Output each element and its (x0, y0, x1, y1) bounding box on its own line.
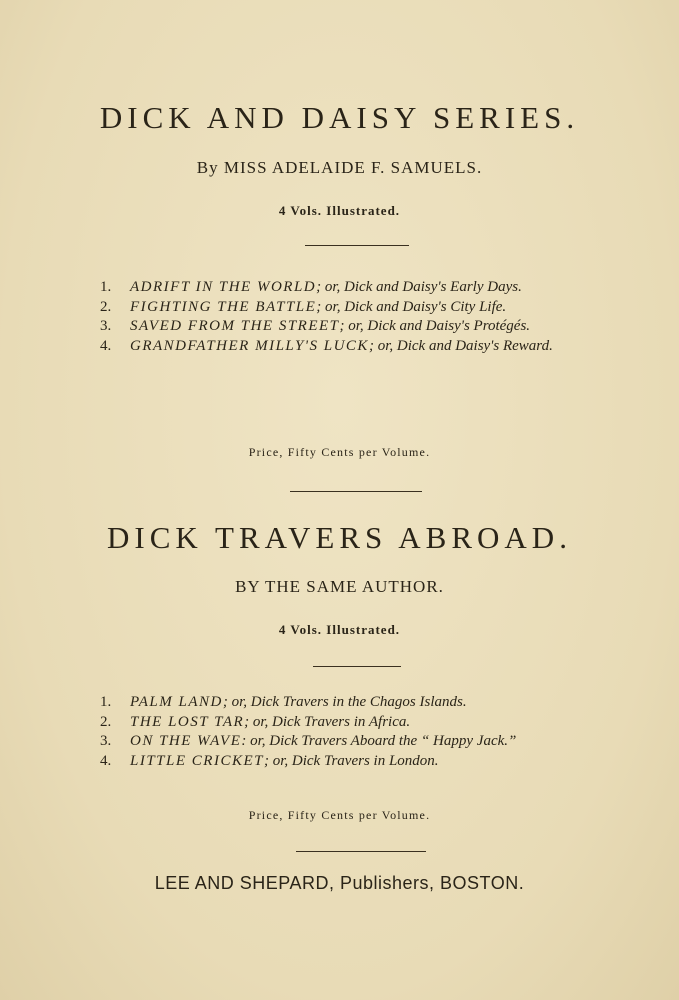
item-number: 4. (100, 752, 112, 769)
item-number: 3. (100, 733, 112, 749)
book-title: GRANDFATHER MILLY'S LUCK (130, 337, 369, 354)
book-subtitle: : or, Dick Travers Aboard the “ Happy Jack.” (241, 733, 517, 749)
item-number: 4. (100, 337, 112, 354)
list-item (100, 298, 615, 318)
book-title: FIGHTING THE BATTLE (130, 298, 317, 315)
price-note: Price, Fifty Cents per Volume. (248, 445, 431, 459)
book-list-dick-travers (100, 693, 615, 771)
volumes-note: 4 Vols. Illustrated. (278, 203, 401, 218)
book-subtitle: ; or, Dick and Daisy's Early Days. (316, 279, 522, 295)
book-list-dick-and-daisy (100, 278, 615, 356)
book-title: SAVED FROM THE STREET (130, 318, 340, 334)
item-number: 2. (100, 713, 112, 730)
volumes-note: 4 Vols. Illustrated. (278, 622, 401, 637)
section-divider (305, 245, 409, 246)
item-number: 1. (100, 279, 112, 295)
item-number: 3. (100, 318, 112, 334)
series-title-dick-travers-abroad: DICK TRAVERS ABROAD. (107, 520, 572, 555)
book-subtitle: ; or, Dick and Daisy's Reward. (368, 337, 553, 354)
section-divider (290, 491, 422, 492)
section-divider (296, 851, 426, 852)
book-subtitle: ; or, Dick Travers in Africa. (244, 713, 411, 730)
list-item (100, 317, 615, 337)
book-title: PALM LAND (130, 694, 223, 710)
section-divider (313, 666, 401, 667)
list-item (100, 278, 615, 298)
book-subtitle: ; or, Dick Travers in London. (263, 752, 439, 769)
list-item (100, 752, 615, 772)
price-note: Price, Fifty Cents per Volume. (248, 808, 431, 822)
book-title: ADRIFT IN THE WORLD (130, 279, 317, 295)
book-title: LITTLE CRICKET (130, 752, 264, 769)
book-subtitle: ; or, Dick Travers in the Chagos Islands. (222, 694, 467, 710)
book-title: ON THE WAVE (130, 733, 242, 749)
book-subtitle: ; or, Dick and Daisy's City Life. (316, 298, 507, 315)
series-byline: By MISS ADELAIDE F. SAMUELS. (196, 158, 483, 177)
list-item (100, 337, 615, 357)
book-title: THE LOST TAR (130, 713, 245, 730)
book-subtitle: ; or, Dick and Daisy's Protégés. (339, 318, 531, 334)
series-byline: BY THE SAME AUTHOR. (235, 577, 444, 596)
list-item (100, 713, 615, 733)
list-item (100, 693, 615, 713)
item-number: 1. (100, 694, 112, 710)
list-item (100, 732, 615, 752)
item-number: 2. (100, 298, 112, 315)
series-title-dick-and-daisy: DICK AND DAISY SERIES. (99, 100, 580, 135)
publisher-imprint: LEE AND SHEPARD, Publishers, BOSTON. (154, 873, 525, 893)
